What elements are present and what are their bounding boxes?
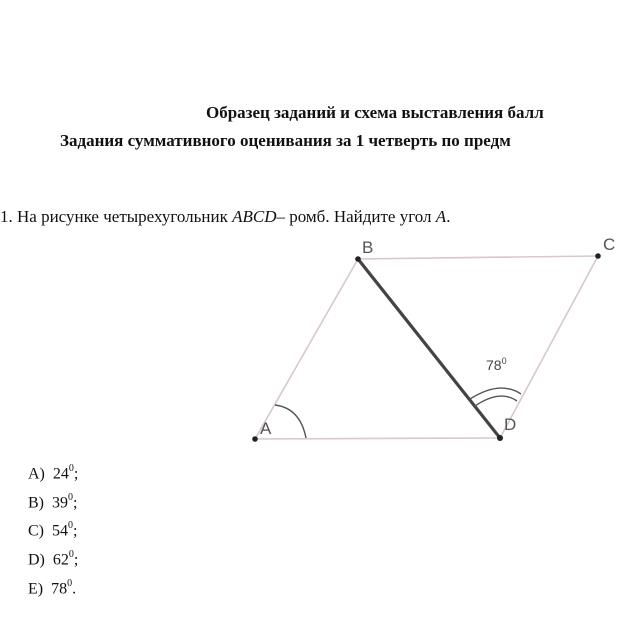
question-text-middle: – ромб. Найдите угол — [276, 207, 436, 226]
answer-value: 62 — [52, 551, 69, 569]
answer-letter: B) — [28, 493, 44, 511]
document-heading-line-1: Образец заданий и схема выставления балл — [206, 103, 544, 122]
answer-options — [28, 458, 78, 601]
answer-value: 39 — [52, 493, 68, 511]
degree-mark: 0 — [67, 577, 73, 589]
answer-letter: E) — [28, 579, 44, 597]
angle-arc-a — [275, 405, 306, 438]
side-ab — [255, 259, 358, 439]
answer-value: 54 — [52, 522, 68, 540]
question-text-end: . — [446, 207, 451, 226]
question-number: 1. — [0, 207, 13, 226]
degree-mark: 0 — [68, 463, 74, 474]
vertex-b-point — [355, 256, 361, 262]
vertex-d-point — [497, 435, 503, 441]
question-text-before: На рисунке четырехугольник — [12, 207, 233, 226]
answer-end: ; — [73, 465, 79, 483]
angle-name: A — [435, 207, 447, 226]
diagonal-bd — [358, 259, 500, 438]
answer-end: ; — [73, 493, 78, 511]
vertex-label-d: D — [504, 415, 517, 434]
degree-mark: 0 — [68, 520, 73, 532]
figure-name: ABCD — [232, 207, 277, 226]
answer-option-e — [28, 573, 78, 602]
side-bc — [358, 256, 598, 259]
document-heading-line-2: Задания суммативного оценивания за 1 четверть по предм — [60, 131, 511, 150]
answer-letter: A) — [28, 465, 45, 483]
answer-end: . — [72, 579, 77, 597]
vertex-label-c: C — [603, 235, 616, 254]
answer-option-a — [28, 458, 78, 487]
angle-value: 78 — [486, 357, 502, 373]
answer-end: ; — [73, 551, 79, 569]
degree-mark: 0 — [68, 548, 74, 560]
vertex-a-point — [252, 436, 258, 442]
angle-degree-mark: 0 — [501, 356, 507, 366]
angle-value-label — [486, 356, 507, 373]
side-cd — [500, 256, 598, 438]
vertex-label-a: A — [260, 419, 272, 438]
answer-letter: D) — [28, 551, 45, 569]
answer-option-b — [28, 487, 78, 516]
answer-end: ; — [73, 522, 78, 540]
vertex-c-point — [595, 253, 601, 259]
side-ad — [255, 438, 500, 439]
answer-value: 24 — [52, 465, 69, 483]
answer-option-c — [28, 515, 78, 544]
answer-option-d — [28, 544, 78, 573]
degree-mark: 0 — [68, 491, 73, 503]
vertex-label-b: B — [362, 238, 374, 257]
answer-value: 78 — [51, 579, 68, 597]
answer-letter: C) — [28, 522, 44, 540]
angle-arc-d-inner — [475, 396, 517, 406]
